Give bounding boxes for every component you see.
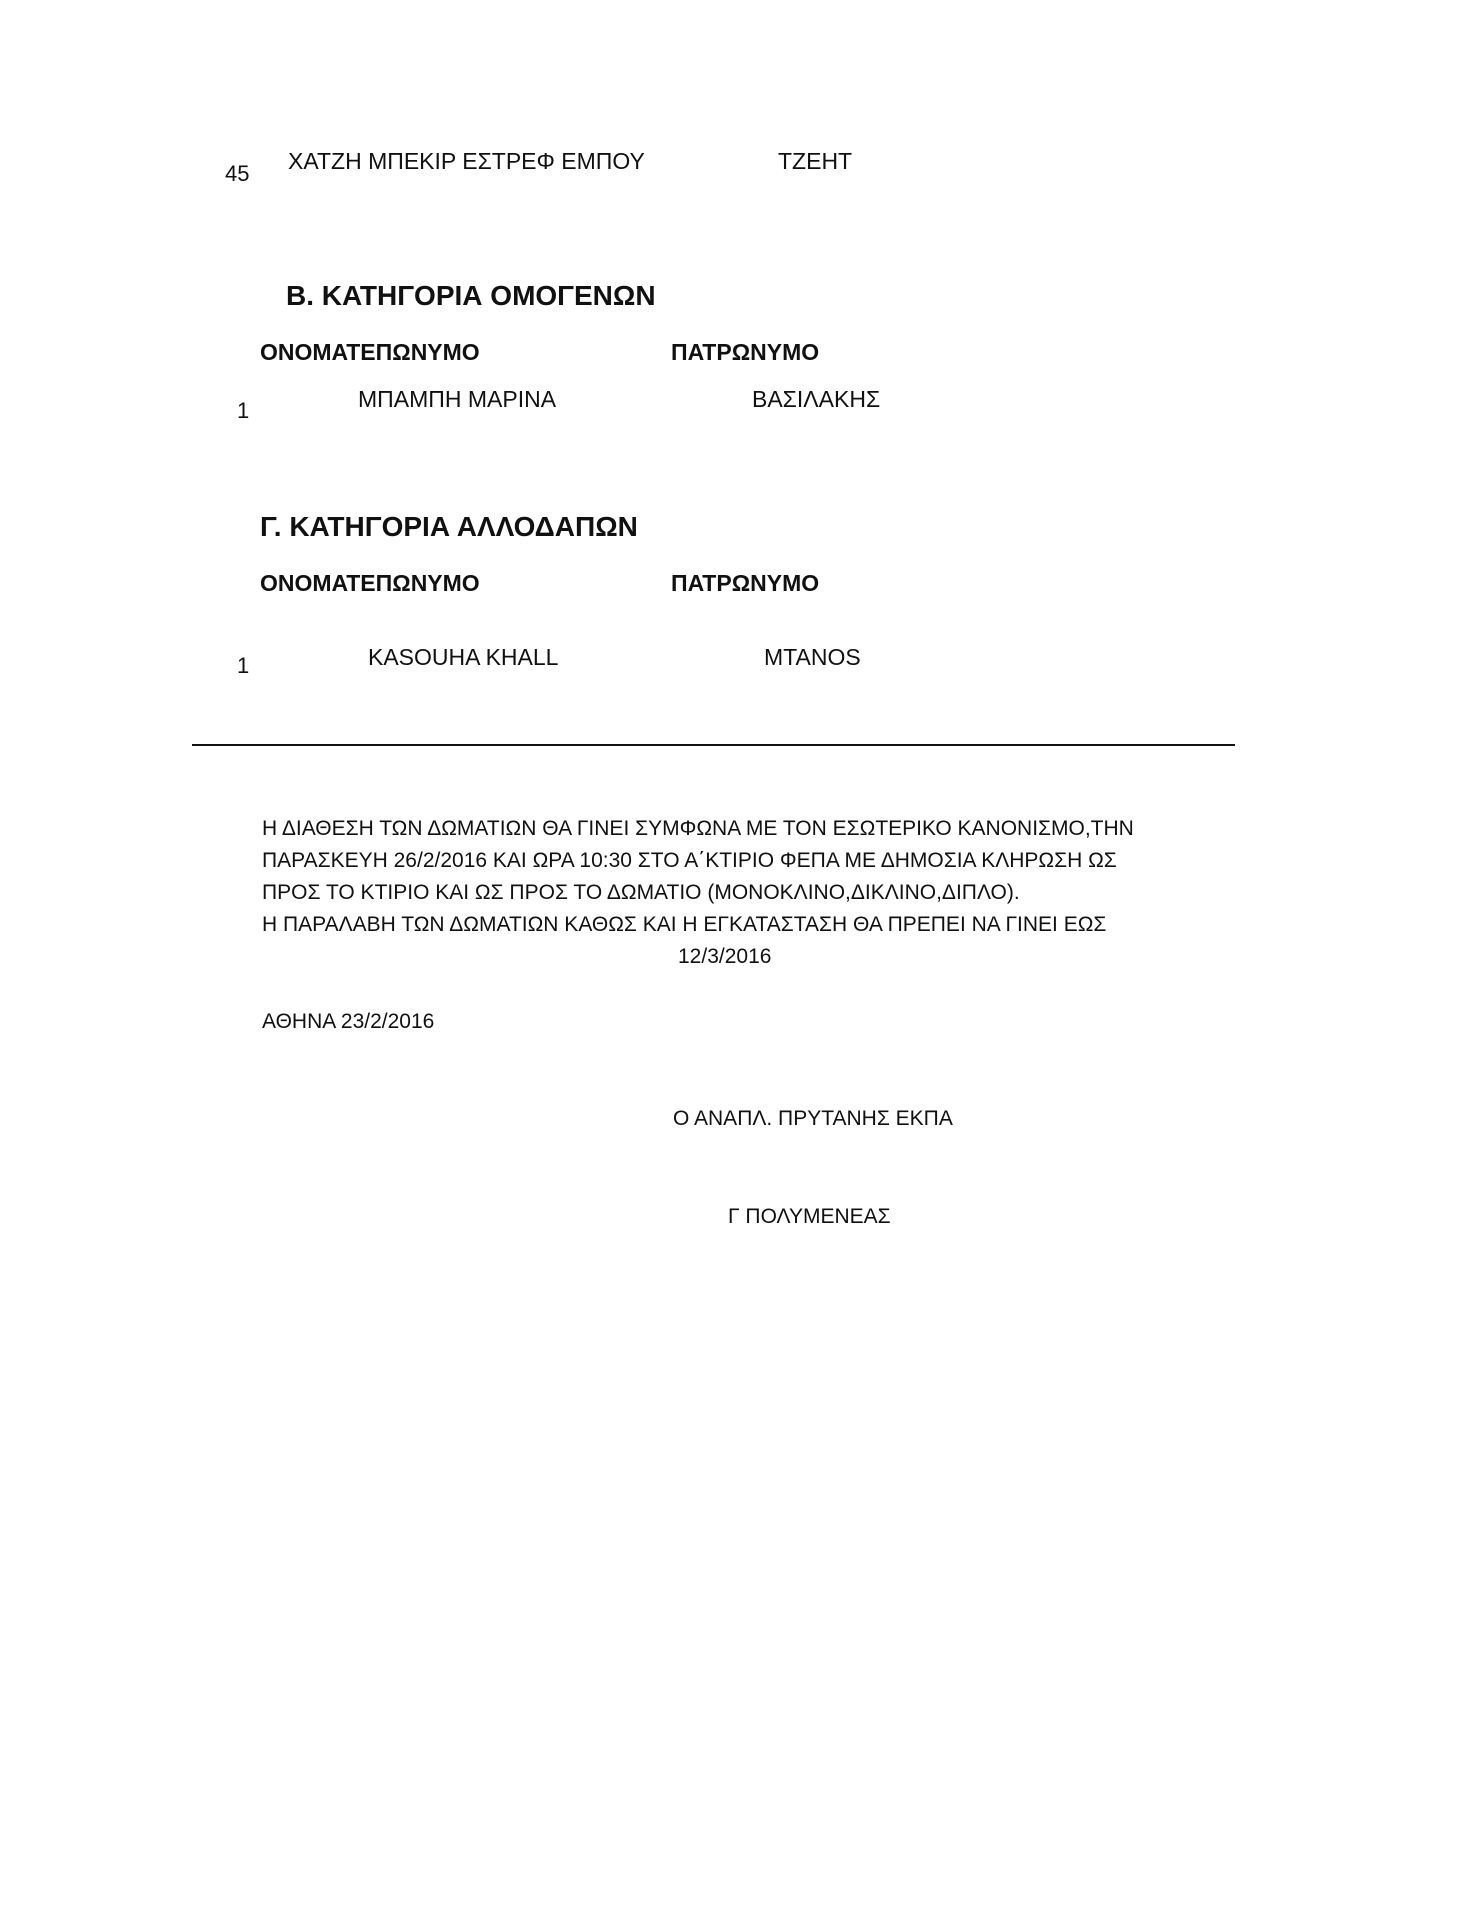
column-header-name: ΟΝΟΜΑΤΕΠΩΝΥΜΟ: [260, 570, 480, 596]
notice-line: Η ΔΙΑΘΕΣΗ ΤΩΝ ΔΩΜΑΤΙΩΝ ΘΑ ΓΙΝΕΙ ΣΥΜΦΩΝΑ ΜΕ ΤΟΝ ΕΣΩΤΕΡΙΚΟ ΚΑΝΟΝΙΣΜΟ,ΤΗΝ: [262, 817, 1134, 840]
person-patronymic: ΤΖΕΗΤ: [778, 148, 853, 174]
person-name: KASOUHA KHALL: [368, 644, 559, 670]
notice-line: ΠΑΡΑΣΚΕΥΗ 26/2/2016 ΚΑΙ ΩΡΑ 10:30 ΣΤΟ Α΄ΚΤΙΡΙΟ ΦΕΠΑ ΜΕ ΔΗΜΟΣΙΑ ΚΛΗΡΩΣΗ ΩΣ: [262, 849, 1117, 872]
column-header-patronymic: ΠΑΤΡΩΝΥΜΟ: [671, 570, 820, 596]
row-number: 45: [225, 161, 250, 186]
notice-deadline-date: 12/3/2016: [678, 945, 772, 968]
section-heading-allodapon: Γ. ΚΑΤΗΓΟΡΙΑ ΑΛΛΟΔΑΠΩΝ: [260, 511, 638, 542]
column-header-name: ΟΝΟΜΑΤΕΠΩΝΥΜΟ: [260, 339, 480, 365]
person-patronymic: MTANOS: [764, 644, 861, 670]
row-number: 1: [237, 398, 250, 423]
notice-paragraph: [262, 813, 1202, 973]
date-place: ΑΘΗΝΑ 23/2/2016: [262, 1010, 435, 1033]
notice-line: ΠΡΟΣ ΤΟ ΚΤΙΡΙΟ ΚΑΙ ΩΣ ΠΡΟΣ ΤΟ ΔΩΜΑΤΙΟ (ΜΟΝΟΚΛΙΝΟ,ΔΙΚΛΙΝΟ,ΔΙΠΛΟ).: [262, 881, 1020, 904]
notice-line: Η ΠΑΡΑΛΑΒΗ ΤΩΝ ΔΩΜΑΤΙΩΝ ΚΑΘΩΣ ΚΑΙ Η ΕΓΚΑΤΑΣΤΑΣΗ ΘΑ ΠΡΕΠΕΙ ΝΑ ΓΙΝΕΙ ΕΩΣ: [262, 913, 1107, 936]
person-patronymic: ΒΑΣΙΛΑΚΗΣ: [752, 386, 881, 412]
section-heading-omogenon: Β. ΚΑΤΗΓΟΡΙΑ ΟΜΟΓΕΝΩΝ: [286, 280, 656, 311]
horizontal-divider: [192, 744, 1235, 746]
signatory-title: Ο ΑΝΑΠΛ. ΠΡΥΤΑΝΗΣ ΕΚΠΑ: [673, 1107, 953, 1130]
row-number: 1: [237, 653, 250, 678]
column-header-patronymic: ΠΑΤΡΩΝΥΜΟ: [671, 339, 820, 365]
signatory-name: Γ ΠΟΛΥΜΕΝΕΑΣ: [728, 1205, 891, 1228]
person-name: ΜΠΑΜΠΗ ΜΑΡΙΝΑ: [358, 386, 557, 412]
person-name: ΧΑΤΖΗ ΜΠΕΚΙΡ ΕΣΤΡΕΦ ΕΜΠΟΥ: [288, 148, 645, 174]
